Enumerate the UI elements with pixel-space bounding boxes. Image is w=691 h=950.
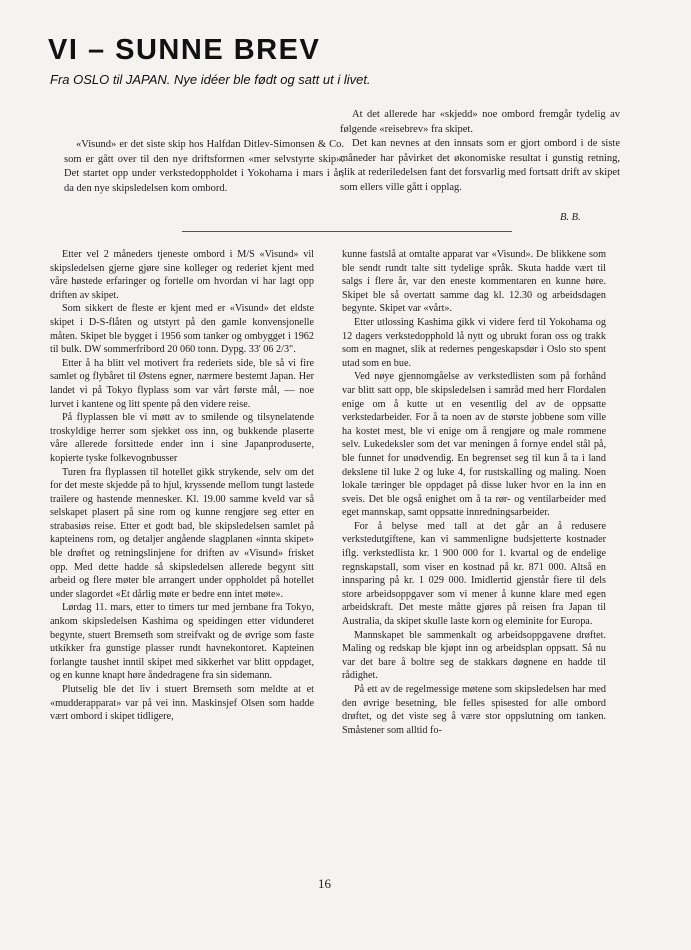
body-column-right — [342, 248, 606, 737]
page-subtitle: Fra OSLO til JAPAN. Nye idéer ble født og satt ut i livet. — [50, 72, 371, 87]
intro-left — [64, 138, 344, 196]
body-paragraph: Etter utlossing Kashima gikk vi videre ferd til Yokohama og 12 dagers verkstedopphold lå nytt og ubrukt foran oss og trakk som en magnet, slik at redernes pengeskapsdør i Oslo sto spent utad som en bue. — [342, 316, 606, 369]
page-title: VI – SUNNE BREV — [48, 34, 321, 66]
body-paragraph: Som sikkert de fleste er kjent med er «Visund» det eldste skipet i D-S-flåten og utstyrt på den gamle konvensjonelle måten. Skipet ble bygget i 1956 som tanker og ombygget i 1962 til bulk. DW sommerfribord 20 060 tonn. Dypg. 33' 06 2/3". — [50, 303, 314, 356]
page-number: 16 — [318, 876, 331, 891]
body-paragraph: kunne fastslå at omtalte apparat var «Visund». De blikkene som ble sendt rundt talte sitt tydelige språk. Skuta hadde vært til salgs i flere år, var den eneste kommentaren en kunne høre. Skipet ble så overtatt samme dag kl. 12.30 og arbeidsdagen begynte. Skipet var «vårt». — [342, 249, 606, 315]
body-paragraph: På ett av de regelmessige møtene som skipsledelsen har med den øvrige besetning, ble felles spisested for alle ombord drøftet, og det viste seg å være stor oppslutning om tanken. Småstener som alltid fo- — [342, 684, 606, 736]
intro-right-paragraph: At det allerede har «skjedd» noe ombord fremgår tydelig av følgende «reisebrev» fra skipet. — [340, 109, 620, 135]
body-paragraph: Mannskapet ble sammenkalt og arbeidsoppgavene drøftet. Maling og redskap ble kjøpt inn og arbeidsplan oppsatt. Så nu var det bare å boltre seg de stakkars døgnene en hadde til rådighet. — [342, 629, 606, 682]
body-paragraph: På flyplassen ble vi møtt av to smilende og tilsynelatende troskyldige herrer som sjekket oss inn, og bukkende plaserte våre allerede forsittede ender inn i sine Japanproduserte, kopierte tyske folkevognbusser — [50, 412, 314, 464]
intro-signature: B. B. — [560, 212, 581, 223]
body-paragraph: Lørdag 11. mars, etter to timers tur med jernbane fra Tokyo, ankom skipsledelsen Kashima og speidingen etter vidunderet begynte, stuert Bremseth som streifvakt og de øvrige som faste utkikker fra gunstige plasser rundt havnekontoret. Kapteinen forlangte taushet inntil skipet med sikkerhet var blitt oppdaget, og en kunne knapt høre åndedragene fra sin sidemann. — [50, 602, 314, 682]
body-paragraph: Etter vel 2 måneders tjeneste ombord i M/S «Visund» vil skipsledelsen gjerne gjøre sine kolleger og rederiet kjent med våre høstede erfaringer og fortelle om hvordan vi har lagt opp driften av skipet. — [50, 249, 314, 301]
body-column-left — [50, 248, 314, 724]
section-divider — [182, 231, 512, 232]
body-paragraph: Etter å ha blitt vel motivert fra rederiets side, ble så vi fire samlet og flybåret til Østens egner, nærmere bestemt Japan. Her landet vi på Tokyo flyplass som var vårt første mål, — noe lurvet i kantene og litt spente på den videre reise. — [50, 357, 314, 410]
body-paragraph: For å belyse med tall at det går an å redusere verkstedutgiftene, kan vi sammenligne budsjetterte kostnader iflg. verkstedlista kr. 1 900 000 for 1. kvartal og de endelige regnskapstall, som viser en kostnad på kr. 871 000. Altså en innsparing på kr. 1 029 000. Imidlertid gjenstår fiere til dels store arbeidsoppgaver som vi mener å kunne klare med egen arbeidskraft. Det meste måtte gjøres på reisen fra Japan til Australia, da skipet skulle laste korn og eleminite for Europa. — [342, 520, 606, 628]
body-paragraph: Plutselig ble det liv i stuert Bremseth som meldte at et «mudderapparat» var på vei inn. Maskinsjef Olsen som hadde vært ombord i skipet tidligere, — [50, 684, 314, 723]
intro-left-paragraph: «Visund» er det siste skip hos Halfdan Ditlev-Simonsen & Co. som er gått over til den nye driftsformen «mer selvstyrte skip». Det startet opp under verkstedoppholdet i Yokohama i mars i år, da den nye skipsledelsen kom ombord. — [64, 139, 344, 194]
intro-right — [340, 108, 620, 196]
intro-right-paragraph: Det kan nevnes at den innsats som er gjort ombord i de siste måneder har påvirket det økonomiske resultat i gunstig retning, slik at rederiledelsen fant det forsvarlig med fortsatt drift av skipet som ellers ville gått i opplag. — [340, 138, 620, 193]
body-paragraph: Turen fra flyplassen til hotellet gikk strykende, selv om det for det meste skjedde på to hjul, kryssende mellom tungt lastede trailere og hastende mennesker. Kl. 19.00 samme kveld var så selskapet plasert på sine rom og kunne rengjøre seg etter en strabasiøs reise. Etter et godt bad, ble skipsledelsen samlet på kapteinens rom, og detaljer angående slagplanen «innta skipet» ble drøftet og retningslinjene for driften av «Visund» frisket opp. Med dette hadde så skipsledelsen allerede begynt sitt arbeid og flere møter ble arrangert under oppholdet på hotellet under slagordet «Et dårlig møte er bedre enn intet møte». — [50, 466, 314, 600]
body-paragraph: Ved nøye gjennomgåelse av verkstedlisten som på forhånd var blitt satt opp, ble skipsledelsen i samråd med herr Flordalen enige om å kutte ut en vesentlig del av de oppsatte verkstedarbeider. For å ta noen av de største jobbene som ville ha kostet mest, ble vi enige om å rengjøre og male rommene selv. Lukedeksler som det var meningen å fornye endel stål på, ble funnet for unødvendig. En begrenset seg til kun å ta i land dekslene til luke 2 og luke 4, for rustskalling og maling. Noen lokale tæringer ble oppdaget på disse luker hvor en la inn en sveis. Det ble også enighet om å ta rør- og ventilarbeider med eget mannskap, samt oppsatte innredningsarbeider. — [342, 371, 606, 519]
